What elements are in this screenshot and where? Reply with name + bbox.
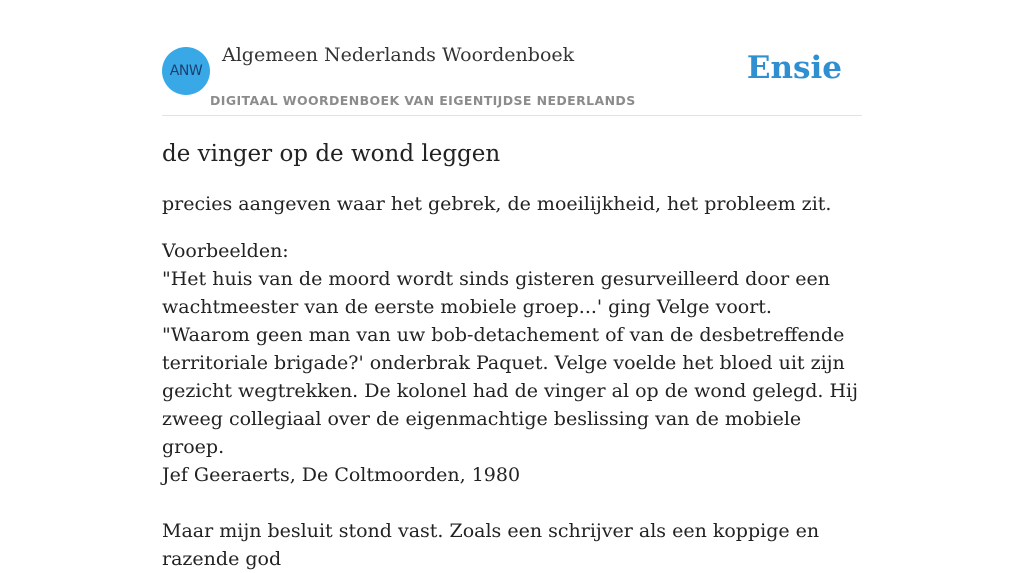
site-title[interactable]: Algemeen Nederlands Woordenboek bbox=[222, 44, 575, 66]
example-source: Jef Geeraerts, De Coltmoorden, 1980 bbox=[162, 464, 521, 486]
example-quote: "Het huis van de moord wordt sinds gisteren gesurveilleerd door een wachtmeester van de eerste mobiele groep...' ging Velge voort. "Waarom geen man van uw bob-detachement of van de desbetreffende territoriale brigade?' onderbrak Paquet. Velge voelde het bloed uit zijn gezicht wegtrekken. De kolonel had de vinger al op de wond gelegd. Hij zweeg collegiaal over de eigenmachtige beslissing van de mobiele groep. bbox=[162, 268, 858, 458]
ensie-logo[interactable]: Ensie bbox=[746, 50, 842, 86]
entry-definition: precies aangeven waar het gebrek, de moeilijkheid, het probleem zit. bbox=[162, 193, 832, 215]
site-subtitle: DIGITAAL WOORDENBOEK VAN EIGENTIJDSE NEDERLANDS bbox=[210, 93, 636, 108]
entry-content bbox=[162, 138, 862, 573]
entry-title: de vinger op de wond leggen bbox=[162, 141, 501, 167]
site-header bbox=[162, 0, 862, 116]
examples-label: Voorbeelden: bbox=[162, 240, 289, 262]
anw-logo[interactable]: ANW bbox=[162, 47, 210, 95]
example-quote: Maar mijn besluit stond vast. Zoals een schrijver als een koppige en razende god bbox=[162, 520, 820, 570]
